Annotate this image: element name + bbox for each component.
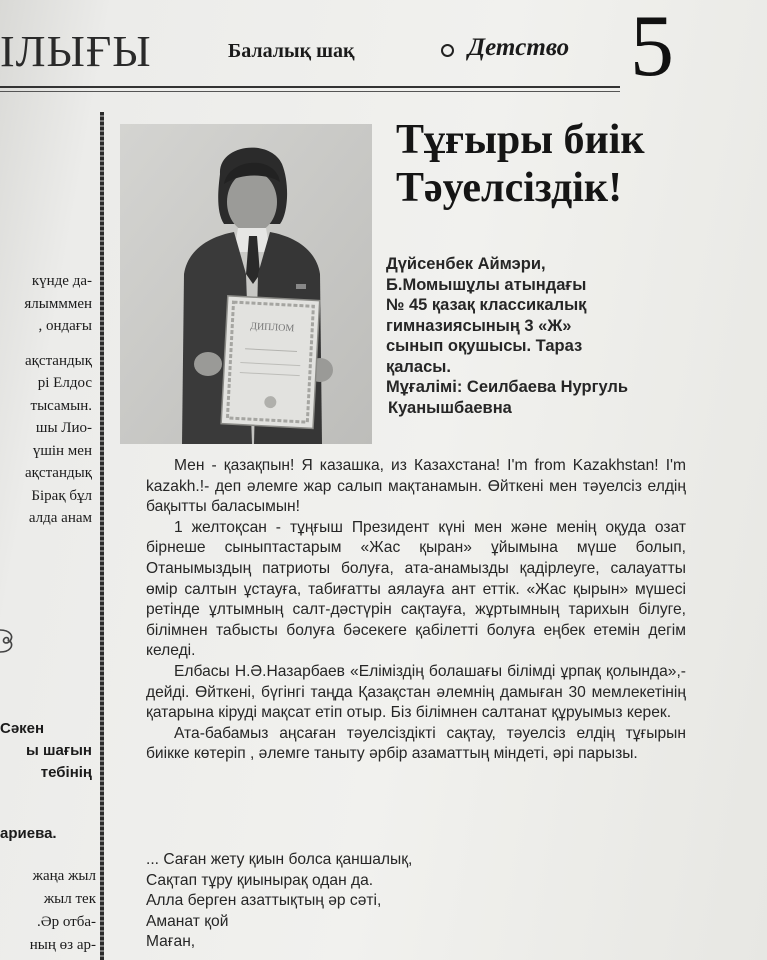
article-poem [146,850,526,953]
header-rule [0,86,620,88]
left-column-text [0,270,92,530]
header-rule-thin [0,91,620,92]
byline-line: Б.Момышұлы атындағы [386,275,587,294]
left-line: шы Лио- [35,420,92,436]
byline-line: Дүйсенбек Аймэри, [386,255,546,273]
poem-line: Аманат қой [146,912,229,930]
poem-line: Алла берген азаттықтың әр сәті, [146,892,382,910]
poem-line: Маған, [146,933,196,951]
left-tail-line: жаңа жыл [32,868,96,884]
left-bold-text [0,718,92,784]
left-tail-text [0,865,96,957]
article-body [146,456,686,765]
column-divider [100,112,104,960]
left-tail-line: .Әр отба- [37,914,96,930]
article-paragraph: Елбасы Н.Ә.Назарбаев «Еліміздің болашағы білімді ұрпақ қолында»,- дейді. Өйткені, бүгінгі таңда Қазақстан әлемнің дамыған 30 мемлекетінің қатарына кіруді мақсат етіп отыр. Біз білімнен салтанат құруымыз керек. [146,662,686,722]
header-cut-title: ІЛЫҒЫ [0,27,152,76]
left-line: алда анам [28,510,92,526]
left-line: күнде да- [31,273,92,289]
left-tail-line: жыл тек [43,891,96,907]
left-bold-line: Сәкен [0,720,45,737]
section-title-ru: Детство [468,34,570,61]
left-line: үшін мен [32,442,92,459]
poem-line: Сақтап тұру қиынырақ одан да. [146,871,374,889]
byline-line: сынып оқушысы. Тараз [386,337,583,355]
article-title [396,116,645,212]
byline-line: № 45 қазақ классикалық [386,296,587,314]
byline-line: гимназиясының 3 «Ж» [386,316,572,335]
article-byline [386,254,676,418]
byline-line: Куанышбаевна [388,398,512,417]
byline-line: Мұғалімі: Сеилбаева Нургуль [386,378,629,396]
section-title-kz: Балалық шақ [228,40,355,62]
article-paragraph: Ата-бабамыз аңсаған тәуелсіздікті сақтау, тәуелсіз елдің тұғырын биікке көтеріп , әлемге таныту әрбір азаматтың міндеті, әрі парызы. [146,724,686,763]
diploma-label: ДИПЛОМ [249,321,295,335]
byline-line: қаласы. [386,357,451,376]
article-paragraph: Мен - қазақпын! Я казашка, из Казахстана! I'm from Kazakhstan! I'm kazakh.!- деп әлемге жар салып мақтанамын. Өйткені мен тәуелсіз елдің бақытты баласымын! [146,457,686,516]
article-paragraph: 1 желтоқсан - тұңғыш Президент күні мен және менің оқуда озат бірнеше сыныптастарым «Жас қыран» ұйымына мүше болып, Отанымыздың патриоты болуға, ата-анамызды қадірлеуге, салауатты өмір салтын ұстауға, табиғатты аялауға ант еттік. «Жас қырын» мүшесі ретінде ұлтымның салт-дәстүрін сақтауға, жұртымның тарихын білуге, білімнен табысты болуға бәсекеге қабілетті болуға еңбек етемін дегім келеді. [146,518,686,660]
left-line-gap [0,338,92,350]
left-line: рі Елдос [37,375,92,391]
student-photo [120,124,372,444]
article-title-line-2: Тәуелсіздік! [396,165,623,211]
left-bold-line: тебінің [40,764,92,781]
left-line: , ондағы [38,318,92,334]
left-tail-line: ның өз ар- [29,937,96,953]
left-line: ялымммен [24,295,92,312]
ornament-icon [0,628,16,654]
left-line: ақстандық [24,352,92,369]
poem-line: ... Саған жету қиын болса қаншалық, [146,851,413,868]
left-bold-line: ы шағын [26,742,92,759]
left-line: тысамын. [30,397,92,414]
left-line: Бірақ бұл [31,487,92,504]
article-title-line-1: Тұғыры биік [396,117,645,163]
left-bold-name: ариева. [0,825,57,842]
left-line: ақстандық [24,465,92,481]
header-bullet-icon [441,44,454,57]
page-number: 5 [630,0,674,95]
